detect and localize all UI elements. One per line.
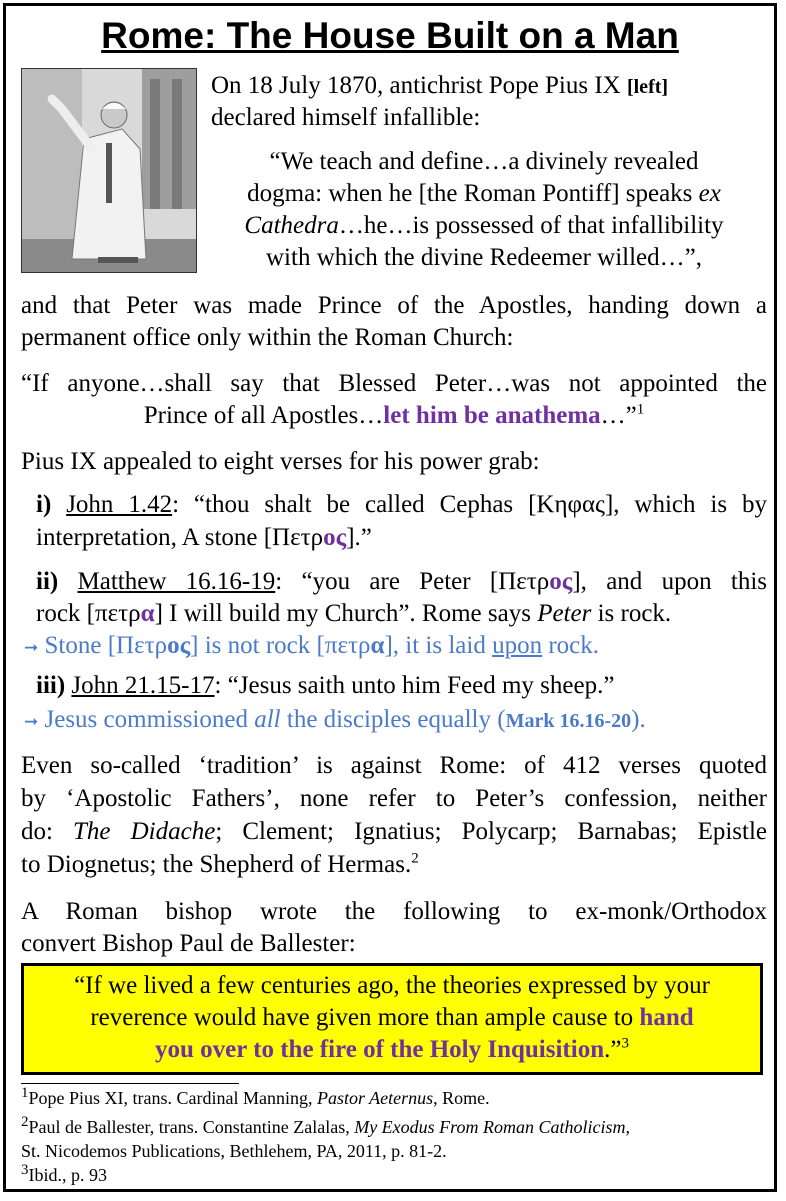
footnote-divider [21, 1083, 239, 1084]
quote2-line-2: Prince of all Apostles…let him be anathema…”$^1$ [143, 401, 645, 429]
quote1-line-3: Cathedra…he…is possessed of that infallibility [244, 212, 724, 239]
quote1-line-2: dogma: when he [the Roman Pontiff] speaks ex [247, 180, 721, 207]
portrait-image [21, 68, 197, 273]
quote2-line-1: “If anyone…shall say that Blessed Peter…was not appointed the [21, 370, 767, 397]
note2: ➞ Jesus commissioned all the disciples equally (Mark 16.16-20). [24, 706, 646, 733]
para3-line-2: by ‘Apostolic Fathers’, none refer to Peter’s confession, neither [21, 785, 767, 812]
intro-line-1: On 18 July 1870, antichrist Pope Pius IX [left] [211, 72, 669, 99]
verse3-line-1: iii) John 21.15-17: “Jesus saith unto him Feed my sheep.” [36, 672, 615, 699]
page-title: Rome: The House Built on a Man [101, 15, 679, 56]
para3-line-4: to Diognetus; the Shepherd of Hermas.$^2$ [21, 850, 419, 878]
highlight-quote-box [21, 963, 763, 1075]
quote1-line-1: “We teach and define…a divinely revealed [269, 148, 699, 175]
footnote-3: $^3$Ibid., p. 93 [21, 1162, 107, 1185]
quote1-line-4: with which the divine Redeemer willed…”, [266, 244, 702, 271]
footnote-1: $^1$Pope Pius XI, trans. Cardinal Manning, Pastor Aeternus, Rome. [21, 1085, 490, 1108]
verse2-line-2: rock [πετρα] I will build my Church”. Rome says Peter is rock. [36, 600, 672, 627]
verses-intro: Pius IX appealed to eight verses for his power grab: [21, 448, 540, 475]
para2-line-1: and that Peter was made Prince of the Apostles, handing down a [21, 292, 767, 319]
para3-line-3: do: The Didache; Clement; Ignatius; Polycarp; Barnabas; Epistle [21, 818, 767, 845]
box-line-3: you over to the fire of the Holy Inquisition.”$^3$ [155, 1035, 629, 1063]
arrow-right-icon: ➞ [24, 712, 39, 732]
box-line-2: reverence would have given more than ample cause to hand [90, 1004, 694, 1031]
verse1-line-1: i) John 1.42: “thou shalt be called Cephas [Κηφας], which is by [36, 491, 767, 518]
para4-line-2: convert Bishop Paul de Ballester: [21, 930, 356, 957]
verse1-line-2: interpretation, A stone [Πετρος].” [36, 524, 372, 551]
arrow-right-icon: ➞ [24, 638, 39, 658]
note1: ➞ Stone [Πετρος] is not rock [πετρα], it is laid upon rock. [24, 632, 600, 659]
page [3, 3, 777, 1192]
footnote-2-line-2: St. Nicodemos Publications, Bethlehem, PA, 2011, p. 81-2. [21, 1141, 447, 1161]
para4-line-1: A Roman bishop wrote the following to ex-monk/Orthodox [21, 898, 767, 925]
para2-line-2: permanent office only within the Roman Church: [21, 324, 514, 351]
box-line-1: “If we lived a few centuries ago, the theories expressed by your [74, 972, 710, 999]
para3-line-1: Even so-called ‘tradition’ is against Rome: of 412 verses quoted [21, 752, 767, 779]
verse2-line-1: ii) Matthew 16.16-19: “you are Peter [Πετρος], and upon this [36, 568, 768, 595]
footnote-2: $^2$Paul de Ballester, trans. Constantine Zalalas, My Exodus From Roman Catholicism, [21, 1114, 631, 1137]
intro-line-2: declared himself infallible: [211, 104, 481, 131]
